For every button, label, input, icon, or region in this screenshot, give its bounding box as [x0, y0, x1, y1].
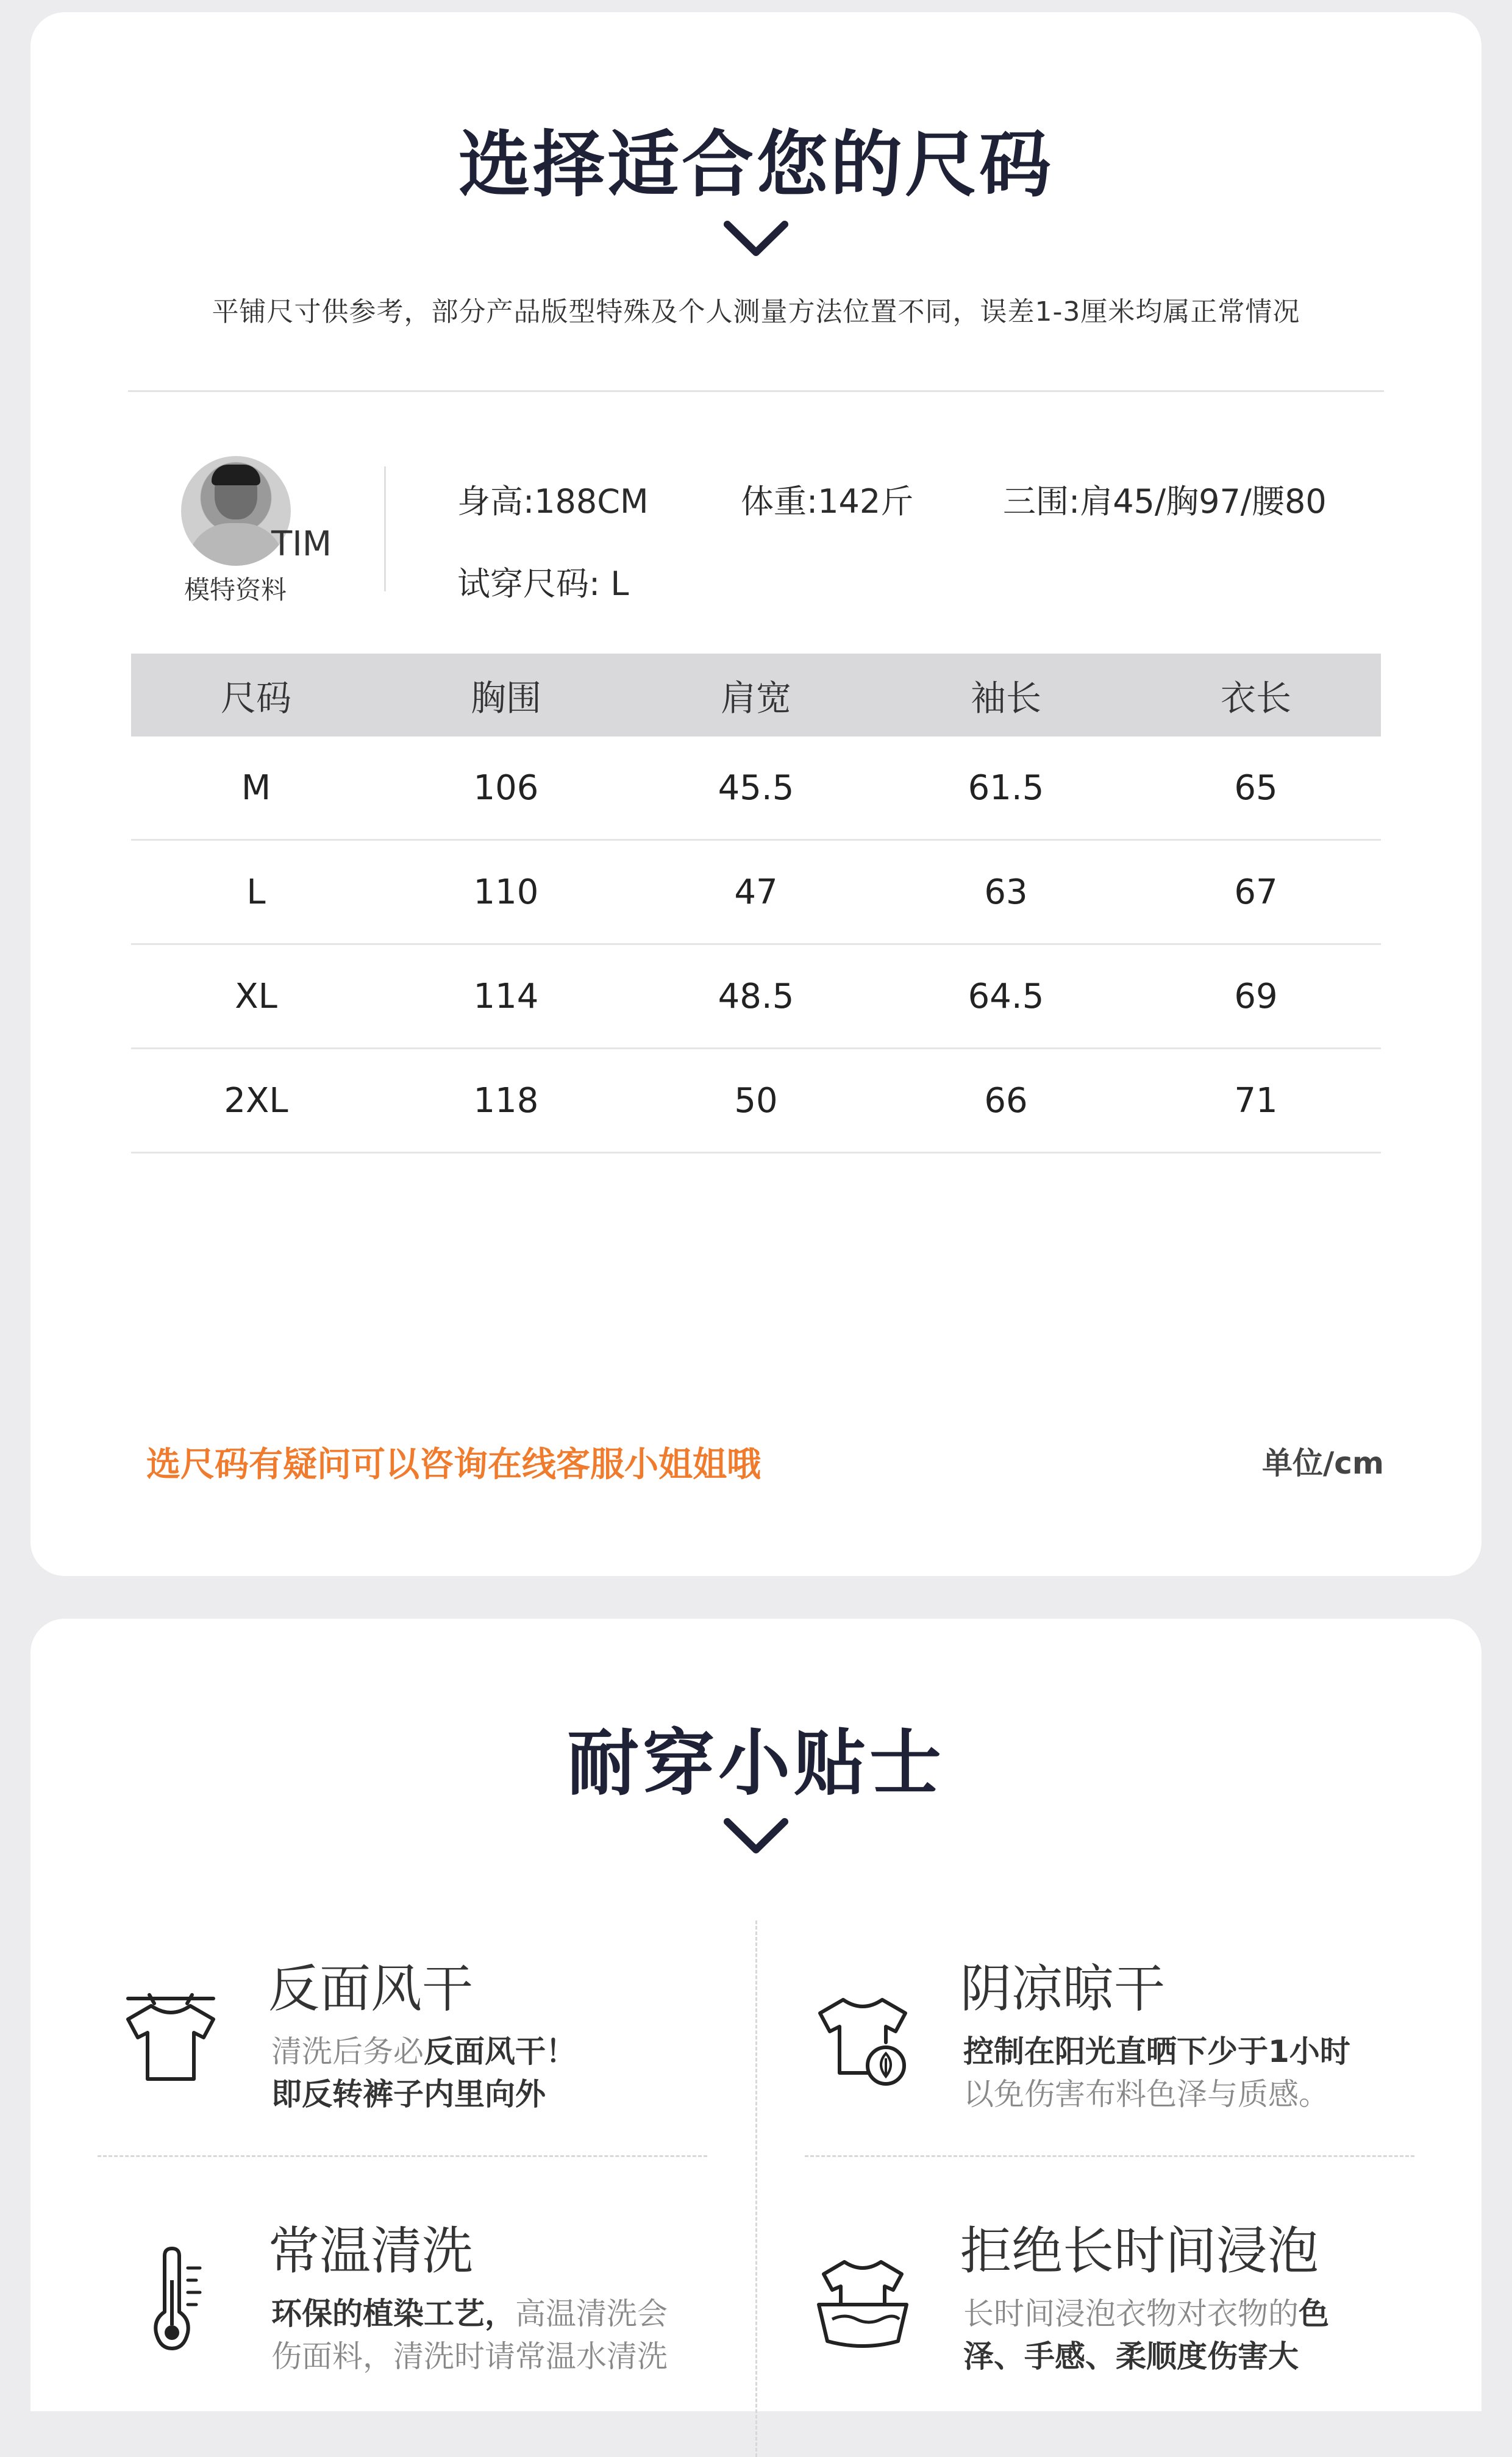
- care-tip: [116, 1933, 756, 2164]
- tip-text-bold: 环保的植染工艺，: [271, 2296, 515, 2331]
- column-header: 袖长: [970, 677, 1041, 719]
- tip-description: [963, 2030, 1350, 2116]
- table-cell: 118: [473, 1080, 539, 1121]
- tshirt-leaf-icon: [808, 1981, 918, 2091]
- column-header: 衣长: [1220, 677, 1291, 719]
- unit-label: 单位/cm: [1262, 1446, 1384, 1481]
- section-title: 选择适合您的尺码: [458, 123, 1054, 207]
- tip-text-bold: 即反转裤子内里向外: [271, 2077, 546, 2112]
- thermometer-icon: [116, 2244, 226, 2353]
- section-title: 耐穿小贴士: [566, 1721, 945, 1805]
- measurement-note: 平铺尺寸供参考，部分产品版型特殊及个人测量方法位置不同，误差1-3厘米均属正常情况: [212, 296, 1300, 327]
- table-header-row: [131, 654, 1381, 736]
- customer-service-hint: 选尺码有疑问可以咨询在线客服小姐姐哦: [146, 1445, 761, 1485]
- tip-title: 常温清洗: [268, 2221, 474, 2281]
- table-cell: 45.5: [718, 768, 794, 808]
- tip-title: 拒绝长时间浸泡: [960, 2221, 1319, 2281]
- model-weight: 体重:142斤: [741, 482, 914, 521]
- tip-text: 高温清洗会: [515, 2296, 668, 2331]
- care-tips-card: [30, 1619, 1482, 2411]
- table-cell: 110: [473, 872, 539, 912]
- tip-text-bold: 反面风干！: [424, 2034, 576, 2069]
- tip-text-bold: 色: [1299, 2296, 1329, 2331]
- table-cell: 114: [473, 976, 539, 1016]
- model-height: 身高:188CM: [457, 482, 649, 521]
- tip-text-bold: 泽、手感、柔顺度伤害大: [963, 2339, 1299, 2374]
- column-header: 肩宽: [720, 677, 791, 719]
- table-cell: 47: [734, 872, 778, 912]
- table-cell: 65: [1234, 768, 1278, 808]
- table-cell: 106: [473, 768, 539, 808]
- tip-text: 清洗后务必: [271, 2034, 424, 2069]
- tip-description: [271, 2030, 576, 2116]
- size-guide-card: [30, 12, 1482, 1576]
- chevron-down-icon: [722, 1817, 790, 1856]
- size-table: [131, 654, 1381, 1154]
- divider: [384, 466, 386, 591]
- table-cell: 67: [1234, 872, 1278, 912]
- tip-description: [963, 2292, 1329, 2378]
- table-cell: 71: [1234, 1080, 1278, 1121]
- tip-text: 长时间浸泡衣物对衣物的: [963, 2296, 1299, 2331]
- table-cell: XL: [235, 976, 277, 1016]
- divider: [128, 390, 1384, 392]
- tip-text-bold: 控制在阳光直晒下少于1小时: [963, 2034, 1350, 2069]
- table-cell: 63: [984, 872, 1028, 912]
- table-cell: L: [246, 872, 266, 912]
- table-cell: 61.5: [968, 768, 1044, 808]
- table-row: [131, 841, 1381, 945]
- care-tip: [808, 1933, 1448, 2164]
- care-tip: [808, 2195, 1448, 2427]
- table-cell: 2XL: [224, 1080, 288, 1121]
- table-row: [131, 1049, 1381, 1154]
- tip-text: 伤面料，清洗时请常温水清洗: [271, 2339, 668, 2374]
- hanger-shirt-icon: [116, 1981, 226, 2091]
- table-row: [131, 945, 1381, 1049]
- tip-description: [271, 2292, 668, 2378]
- table-cell: 66: [984, 1080, 1028, 1121]
- model-label: 模特资料: [184, 575, 287, 605]
- column-header: 尺码: [220, 677, 291, 719]
- table-cell: M: [241, 768, 271, 808]
- table-cell: 69: [1234, 976, 1278, 1016]
- model-try-size: 试穿尺码: L: [457, 565, 629, 603]
- tip-title: 阴凉晾干: [960, 1959, 1166, 2019]
- table-cell: 50: [734, 1080, 778, 1121]
- tip-title: 反面风干: [268, 1959, 474, 2019]
- chevron-down-icon: [722, 219, 790, 259]
- tip-text: 以免伤害布料色泽与质感。: [963, 2077, 1329, 2112]
- table-cell: 64.5: [968, 976, 1044, 1016]
- column-header: 胸围: [470, 677, 541, 719]
- table-cell: 48.5: [718, 976, 794, 1016]
- care-tip: [116, 2195, 756, 2427]
- soaking-basin-icon: [808, 2244, 918, 2353]
- table-row: [131, 736, 1381, 841]
- model-measurements: 三围:肩45/胸97/腰80: [1003, 482, 1327, 521]
- model-name: TIM: [271, 524, 332, 564]
